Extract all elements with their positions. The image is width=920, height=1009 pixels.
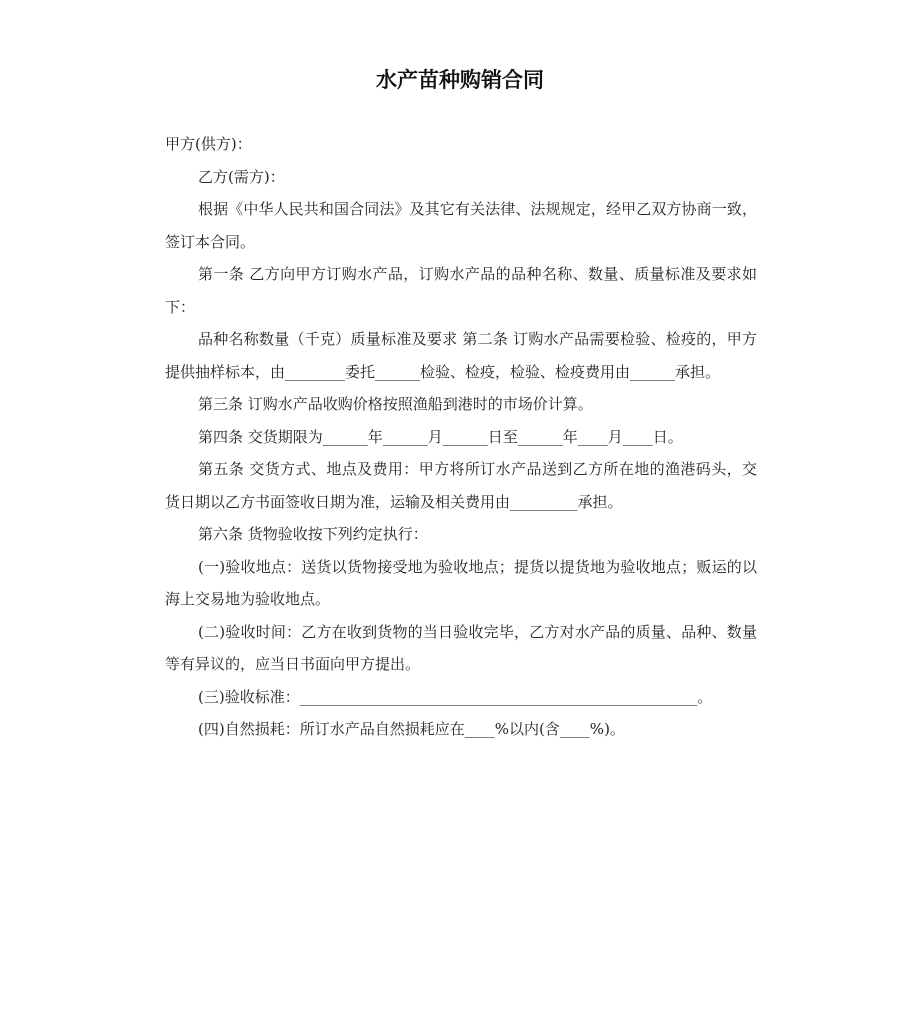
inspection-time-paragraph: (二)验收时间：乙方在收到货物的当日验收完毕，乙方对水产品的质量、品种、数量等有异议的，应当日书面向甲方提出。 bbox=[165, 622, 757, 673]
document-body bbox=[165, 128, 757, 746]
document-title: 水产苗种购销合同 bbox=[376, 68, 544, 92]
party-a-line: 甲方(供方)： bbox=[165, 135, 252, 153]
article-3-paragraph: 第三条 订购水产品收购价格按照渔船到港时的市场价计算。 bbox=[198, 395, 593, 413]
article-4-paragraph: 第四条 交货期限为______年______月______日至______年____月____日。 bbox=[198, 427, 683, 446]
article-1-paragraph: 第一条 乙方向甲方订购水产品，订购水产品的品种名称、数量、质量标准及要求如下： bbox=[165, 265, 757, 316]
natural-loss-paragraph: (四)自然损耗：所订水产品自然损耗应在____%以内(含____%)。 bbox=[198, 720, 625, 738]
article-6-paragraph: 第六条 货物验收按下列约定执行： bbox=[198, 525, 428, 543]
inspection-location-paragraph: (一)验收地点：送货以货物接受地为验收地点；提货以提货地为验收地点；贩运的以海上交易地为验收地点。 bbox=[165, 557, 757, 608]
article-5-paragraph: 第五条 交货方式、地点及费用：甲方将所订水产品送到乙方所在地的渔港码头，交货日期以乙方书面签收日期为准，运输及相关费用由_________承担。 bbox=[165, 460, 757, 511]
preamble-paragraph: 根据《中华人民共和国合同法》及其它有关法律、法规规定，经甲乙双方协商一致，签订本合同。 bbox=[165, 200, 757, 251]
article-2-paragraph: 品种名称数量（千克）质量标准及要求 第二条 订购水产品需要检验、检疫的，甲方提供抽样标本，由________委托______检验、检疫，检验、检疫费用由______承担。 bbox=[165, 330, 757, 381]
party-b-line: 乙方(需方)： bbox=[198, 167, 285, 186]
inspection-standard-paragraph: (三)验收标准：_____________________________________________________。 bbox=[198, 687, 713, 706]
